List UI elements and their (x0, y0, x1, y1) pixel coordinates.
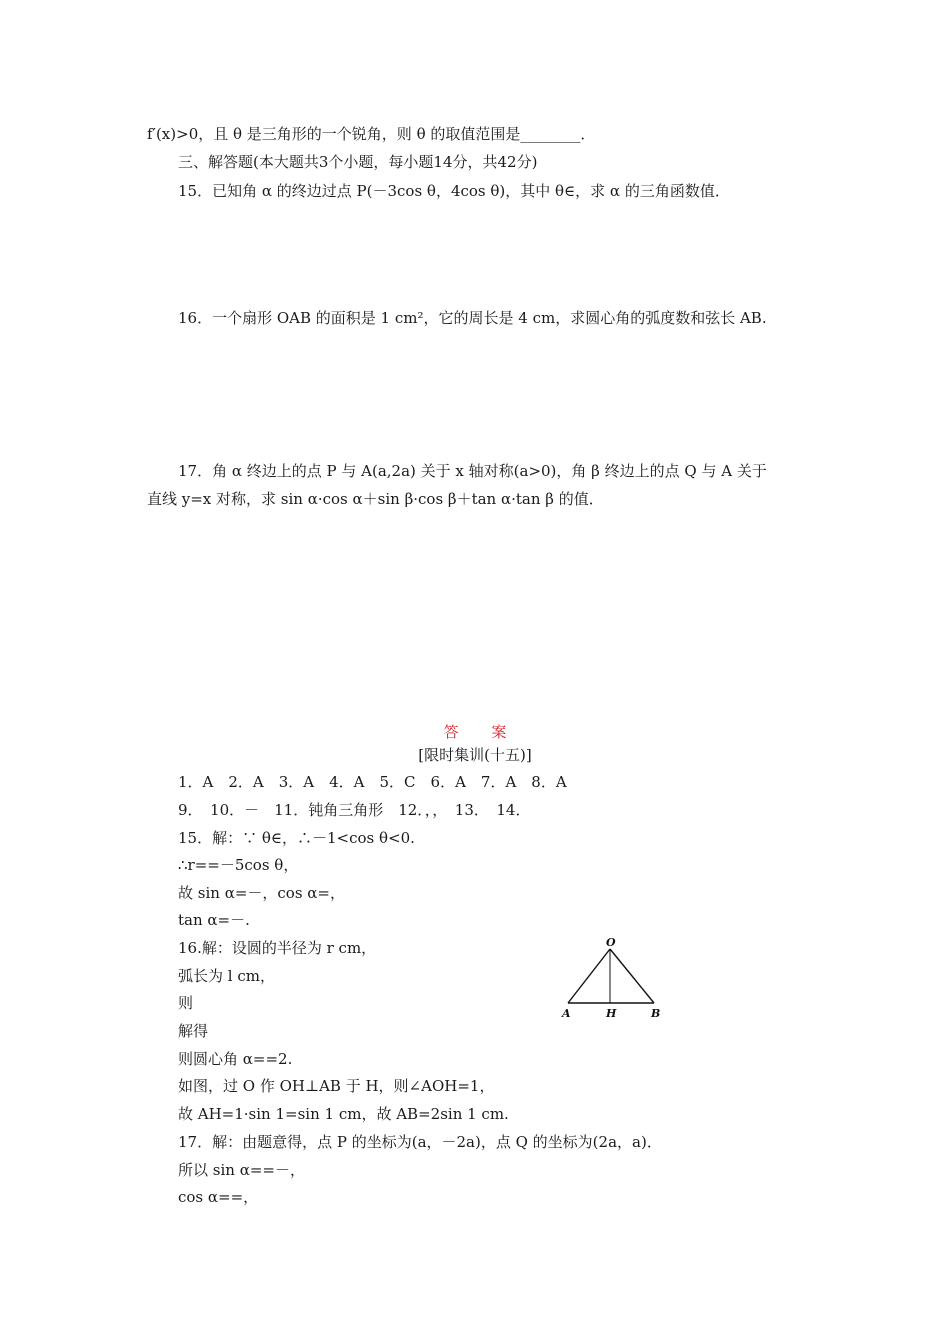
answer-title: 答 案 (443, 723, 521, 741)
sector-triangle-figure (558, 935, 668, 1020)
question-15: 15．已知角 α 的终边过点 P(－3cos θ，4cos θ)，其中 θ∈，求 α 的三角函数值． (178, 182, 730, 200)
answer-16-line: 弧长为 l cm， (178, 967, 275, 985)
answer-15-line: 15．解：∵ θ∈，∴－1<cos θ<0. (178, 829, 415, 847)
answer-16-line: 故 AH=1·sin 1=sin 1 cm，故 AB=2sin 1 cm. (178, 1105, 509, 1123)
answer-16-line: 解得 (178, 1022, 209, 1040)
question-16: 16．一个扇形 OAB 的面积是 1 cm²，它的周长是 4 cm，求圆心角的弧度数和弦长 AB. (178, 309, 767, 327)
answer-17-line: 所以 sin α==－， (178, 1161, 305, 1179)
answer-15-line: 故 sin α=－，cos α=， (178, 884, 345, 902)
answer-15-line: tan α=－. (178, 911, 250, 929)
answer-17-line: 17．解：由题意得，点 P 的坐标为(a，－2a)，点 Q 的坐标为(2a，a)． (178, 1133, 662, 1151)
answer-16-line: 16.解：设圆的半径为 r cm， (178, 939, 377, 957)
section3-heading: 三、解答题(本大题共3个小题，每小题14分，共42分) (178, 153, 538, 171)
question-17-line1: 17．角 α 终边上的点 P 与 A(a,2a) 关于 x 轴对称(a>0)，角 β 终边上的点 Q 与 A 关于 (178, 462, 767, 480)
answer-16-line: 则圆心角 α==2. (178, 1050, 293, 1068)
answers-multiple-choice: 1．A 2．A 3．A 4．A 5．C 6．A 7．A 8．A (178, 773, 567, 791)
segment-OA (568, 949, 610, 1003)
label-H: H (606, 1007, 617, 1020)
answers-fill-in: 9． 10．－ 11．钝角三角形 12．，， 13． 14． (178, 801, 531, 819)
label-A: A (562, 1007, 571, 1020)
q14-tail: f′(x)>0，且 θ 是三角形的一个锐角，则 θ 的取值范围是________． (147, 125, 596, 143)
answer-17-line: cos α==， (178, 1188, 259, 1206)
question-17-line2: 直线 y=x 对称，求 sin α·cos α＋sin β·cos β＋tan α·tan β 的值． (147, 490, 604, 508)
label-B: B (651, 1007, 661, 1020)
label-O: O (606, 936, 616, 949)
segment-OB (610, 949, 654, 1003)
answer-16-line: 如图，过 O 作 OH⊥AB 于 H，则∠AOH=1， (178, 1077, 495, 1095)
answer-16-line: 则 (178, 994, 194, 1012)
answer-subtitle: [限时集训(十五)] (418, 746, 532, 764)
answer-15-line: ∴r==－5cos θ， (178, 856, 299, 874)
